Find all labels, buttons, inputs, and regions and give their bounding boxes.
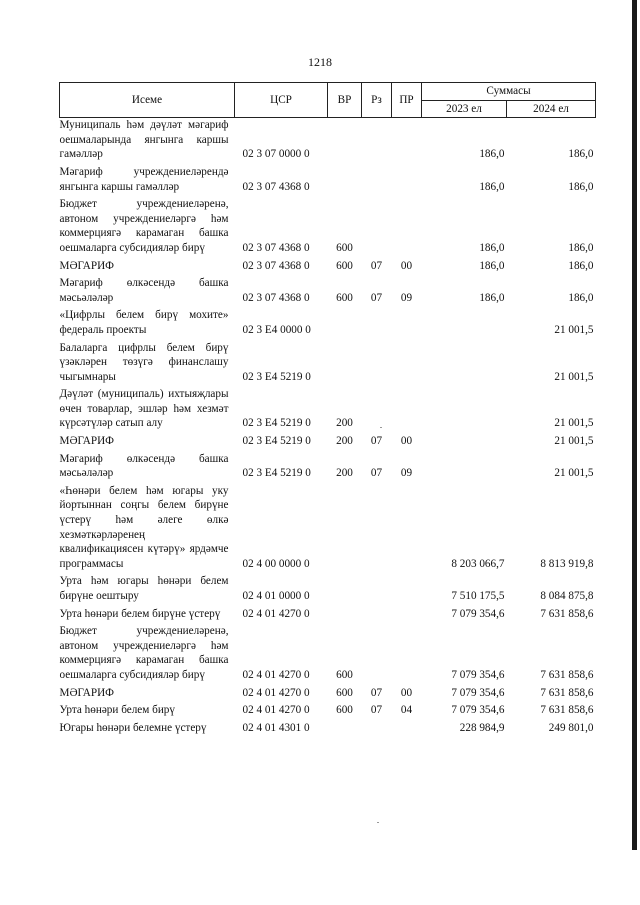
row-name: Бюджет учреждениеләренә, автоном учреждениеләргә һәм коммерциягә карамаган башка оешмаларга субсидияләр бирү — [59, 198, 229, 254]
row-sum-2023: 228 984,9 — [459, 721, 505, 734]
row-name: Урта һөнәри белем бирүне үстерү — [59, 607, 221, 620]
row-pr — [392, 624, 422, 685]
row-vr — [328, 165, 362, 197]
row-vr: 200 — [336, 435, 353, 448]
row-pr — [392, 118, 422, 165]
row-pr — [392, 197, 422, 258]
table-row — [60, 686, 596, 704]
row-code: 02 4 01 4301 0 — [242, 721, 310, 734]
row-sum-2023: 7 079 354,6 — [451, 668, 505, 681]
row-sum-2023 — [422, 308, 507, 340]
row-pr — [392, 165, 422, 197]
row-sum-2024: 8 813 919,8 — [540, 557, 594, 570]
row-name: Югары һөнәри белемне үстерү — [59, 721, 207, 734]
row-sum-2024: 21 001,5 — [554, 323, 594, 336]
row-pr — [392, 574, 422, 606]
row-code: 02 4 01 4270 0 — [242, 668, 310, 681]
row-rz — [362, 118, 392, 165]
row-pr: 04 — [400, 704, 413, 717]
row-sum-2023 — [422, 434, 507, 452]
row-sum-2024: 7 631 858,6 — [540, 704, 594, 717]
table-row — [60, 276, 596, 308]
table-row — [60, 703, 596, 721]
row-sum-2024: 21 001,5 — [554, 467, 594, 480]
header-vr: ВР — [328, 83, 362, 118]
table-row — [60, 259, 596, 277]
row-pr: 00 — [400, 686, 413, 699]
row-name: «Һөнәри белем һәм югары уку йортыннан соңгы белем бирүне үстерү һәм әлеге өлкә хезмәткәрләренең квалификациясен күтәрү» ярдәмче программасы — [59, 484, 229, 570]
table-header — [60, 83, 596, 118]
row-pr: 09 — [400, 291, 413, 304]
table-row — [60, 607, 596, 625]
row-name: МӘГАРИФ — [59, 435, 114, 448]
table-body — [60, 118, 596, 739]
row-name: Мәгариф өлкәсендә башка мәсьәләләр — [59, 452, 229, 480]
row-name: Урта һәм югары һөнәри белем бирүне оештыру — [59, 575, 229, 602]
table-row — [60, 624, 596, 685]
header-code: ЦСР — [235, 83, 328, 118]
row-code: 02 3 E4 5219 0 — [242, 467, 311, 480]
row-sum-2023: 7 510 175,5 — [451, 590, 505, 602]
row-sum-2023: 186,0 — [479, 291, 505, 304]
header-year-2024: 2024 ел — [507, 100, 596, 118]
row-rz — [362, 721, 392, 739]
row-rz — [362, 484, 392, 575]
row-pr — [392, 721, 422, 739]
row-sum-2024: 8 084 875,8 — [540, 590, 594, 602]
row-pr — [392, 308, 422, 340]
row-pr — [392, 484, 422, 575]
scan-speck — [380, 427, 382, 428]
row-rz — [362, 607, 392, 625]
row-sum-2023: 186,0 — [479, 241, 505, 254]
row-vr: 600 — [336, 668, 353, 681]
row-code: 02 3 E4 0000 0 — [242, 323, 311, 336]
row-code: 02 3 E4 5219 0 — [242, 370, 311, 383]
row-sum-2024: 186,0 — [568, 148, 594, 161]
row-sum-2023 — [422, 387, 507, 434]
row-vr: 200 — [336, 467, 353, 480]
table-row — [60, 721, 596, 739]
row-code: 02 4 00 0000 0 — [242, 557, 310, 570]
table-row — [60, 484, 596, 575]
row-code: 02 3 E4 5219 0 — [242, 417, 311, 430]
row-vr — [328, 308, 362, 340]
budget-table — [59, 82, 596, 738]
row-sum-2023 — [422, 452, 507, 484]
row-rz — [362, 197, 392, 258]
row-pr — [392, 341, 422, 388]
row-sum-2024: 21 001,5 — [554, 370, 594, 383]
table-row — [60, 118, 596, 165]
row-sum-2024: 7 631 858,6 — [540, 607, 594, 620]
row-pr: 00 — [400, 259, 413, 272]
table-row — [60, 434, 596, 452]
row-vr: 600 — [336, 259, 353, 272]
row-sum-2024: 7 631 858,6 — [540, 668, 594, 681]
row-vr — [328, 341, 362, 388]
row-code: 02 3 07 4368 0 — [242, 241, 310, 254]
table-row — [60, 165, 596, 197]
row-code: 02 3 07 4368 0 — [242, 259, 310, 272]
row-name: Муниципаль һәм дәүләт мәгариф оешмаларында янгынга каршы гамәлләр — [59, 119, 229, 161]
row-sum-2023: 186,0 — [479, 180, 505, 193]
row-name: МӘГАРИФ — [59, 686, 114, 699]
row-name: «Цифрлы белем бирү мохите» федераль проекты — [59, 309, 229, 336]
row-rz: 07 — [370, 467, 383, 480]
row-vr — [328, 484, 362, 575]
row-name: Мәгариф өлкәсендә башка мәсьәләләр — [59, 277, 229, 304]
header-rz: Рз — [362, 83, 392, 118]
row-pr: 09 — [400, 467, 413, 480]
row-sum-2024: 21 001,5 — [554, 417, 594, 430]
row-sum-2023: 8 203 066,7 — [451, 557, 505, 570]
row-vr — [328, 574, 362, 606]
table-row — [60, 387, 596, 434]
row-sum-2024: 249 801,0 — [548, 721, 594, 734]
row-name: МӘГАРИФ — [59, 259, 114, 272]
table-row — [60, 452, 596, 484]
row-code: 02 3 07 4368 0 — [242, 291, 310, 304]
page-number: 1218 — [308, 55, 332, 69]
row-name: Дәүләт (муниципаль) ихтыяҗлары өчен товарлар, эшләр һәм хезмәт күрсәтүләр сатып алу — [59, 388, 229, 430]
row-rz: 07 — [370, 291, 383, 304]
row-code: 02 4 01 4270 0 — [242, 704, 310, 717]
row-vr: 600 — [336, 241, 353, 254]
row-rz: 07 — [370, 686, 383, 699]
row-sum-2023: 186,0 — [479, 259, 505, 272]
row-rz — [362, 308, 392, 340]
scan-edge-shadow — [632, 0, 637, 850]
header-sums: Суммасы — [422, 83, 596, 101]
row-pr: 00 — [400, 435, 413, 448]
row-rz: 07 — [370, 704, 383, 717]
row-name: Балаларга цифрлы белем бирү үзәкләрен төзүгә финанслашу чыгымнары — [59, 341, 229, 383]
scan-speck — [377, 822, 379, 823]
row-sum-2023 — [422, 341, 507, 388]
table-row — [60, 197, 596, 258]
row-sum-2023: 186,0 — [479, 148, 505, 161]
row-vr — [328, 607, 362, 625]
row-sum-2023: 7 079 354,6 — [451, 686, 505, 699]
row-sum-2024: 7 631 858,6 — [540, 686, 594, 699]
row-vr: 600 — [336, 704, 353, 717]
row-sum-2024: 21 001,5 — [554, 435, 594, 448]
row-code: 02 4 01 0000 0 — [242, 590, 310, 602]
row-pr — [392, 387, 422, 434]
row-pr — [392, 607, 422, 625]
row-rz — [362, 624, 392, 685]
table-row — [60, 574, 596, 606]
row-rz — [362, 574, 392, 606]
row-sum-2024: 186,0 — [568, 241, 594, 254]
row-vr: 600 — [336, 686, 353, 699]
table-row — [60, 341, 596, 388]
row-rz: 07 — [370, 435, 383, 448]
row-code: 02 3 E4 5219 0 — [242, 435, 311, 448]
table-row — [60, 308, 596, 340]
row-code: 02 3 07 4368 0 — [242, 180, 310, 193]
row-vr — [328, 118, 362, 165]
row-rz — [362, 387, 392, 434]
row-sum-2023: 7 079 354,6 — [451, 704, 505, 717]
row-sum-2024: 186,0 — [568, 291, 594, 304]
row-sum-2024: 186,0 — [568, 259, 594, 272]
row-name: Урта һөнәри белем бирү — [59, 704, 175, 717]
row-name: Мәгариф учреждениеләрендә янгынга каршы гамәлләр — [59, 165, 229, 193]
header-name: Исеме — [60, 83, 235, 118]
header-pr: ПР — [392, 83, 422, 118]
row-name: Бюджет учреждениеләренә, автоном учреждениеләргә һәм коммерциягә карамаган башка оешмаларга субсидияләр бирү — [59, 625, 229, 681]
row-sum-2023: 7 079 354,6 — [451, 607, 505, 620]
header-year-2023: 2023 ел — [422, 100, 507, 118]
row-code: 02 4 01 4270 0 — [242, 607, 310, 620]
row-vr: 200 — [336, 417, 353, 430]
row-code: 02 4 01 4270 0 — [242, 686, 310, 699]
row-rz: 07 — [370, 259, 383, 272]
row-sum-2024: 186,0 — [568, 180, 594, 193]
row-rz — [362, 165, 392, 197]
row-rz — [362, 341, 392, 388]
row-vr: 600 — [336, 291, 353, 304]
row-vr — [328, 721, 362, 739]
row-code: 02 3 07 0000 0 — [242, 148, 310, 161]
